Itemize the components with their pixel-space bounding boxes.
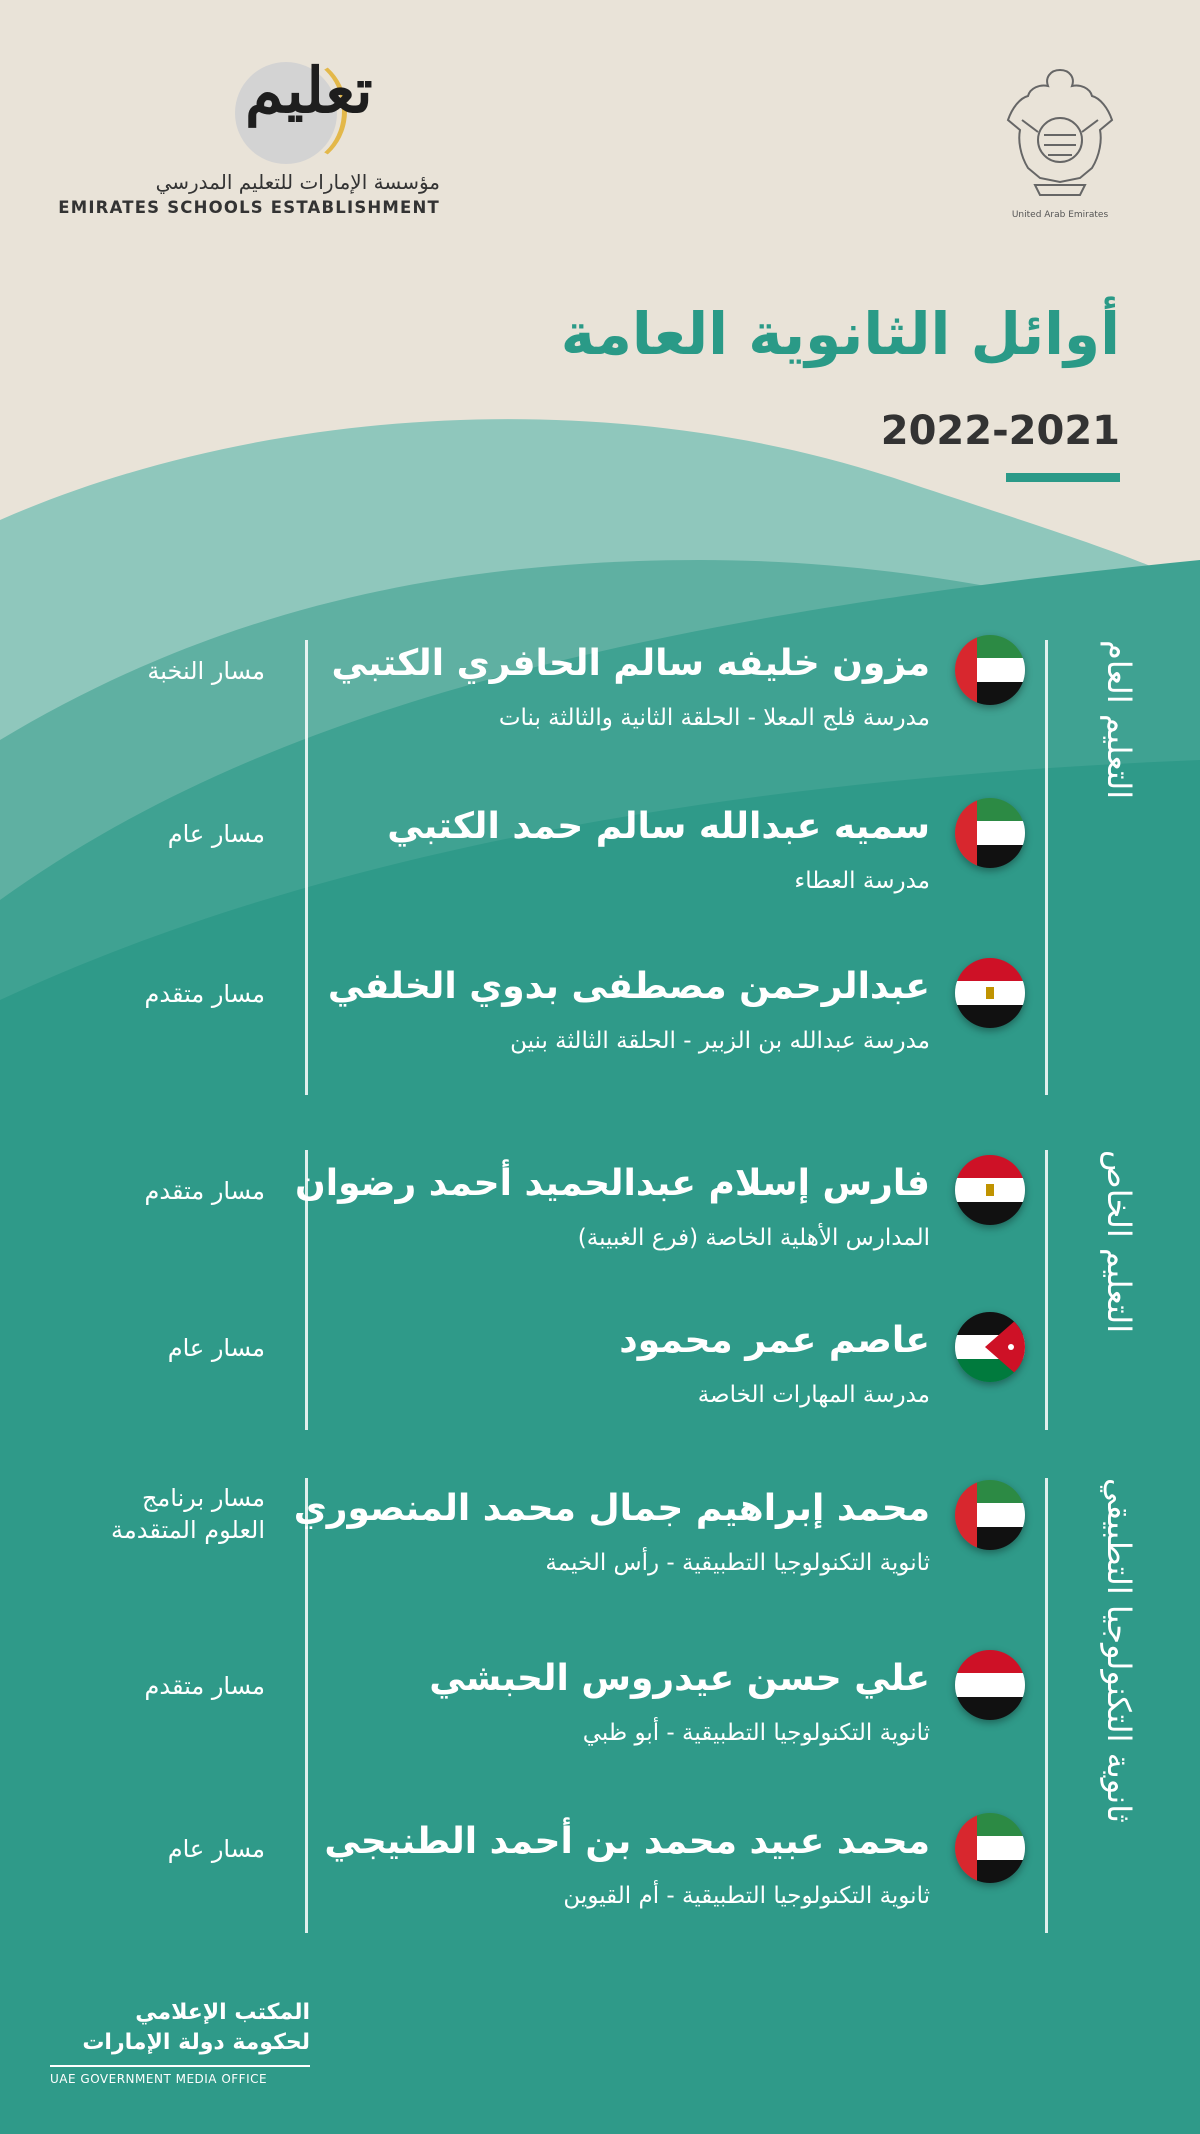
student-name: سميه عبدالله سالم حمد الكتبي — [387, 806, 930, 847]
student-row — [0, 1480, 1200, 1630]
student-name: فارس إسلام عبدالحميد أحمد رضوان — [295, 1163, 930, 1204]
student-row — [0, 958, 1200, 1108]
uae-flag-icon — [955, 1813, 1025, 1883]
student-school: ثانوية التكنولوجيا التطبيقية - أم القيوين — [563, 1883, 930, 1909]
media-office-arabic-line2: لحكومة دولة الإمارات — [82, 2030, 310, 2055]
student-row — [0, 1155, 1200, 1305]
student-row — [0, 635, 1200, 785]
student-school: مدرسة المهارات الخاصة — [697, 1382, 930, 1408]
page-title: أوائل الثانوية العامة — [560, 300, 1120, 368]
student-name: عبدالرحمن مصطفى بدوي الخلفي — [327, 966, 930, 1007]
section-label-general: التعليم العام — [1100, 640, 1138, 800]
student-track: مسار عام — [167, 1835, 265, 1863]
student-name: مزون خليفه سالم الحافري الكتبي — [331, 643, 930, 684]
uae-emblem-icon — [1000, 60, 1120, 220]
student-school: مدرسة فلج المعلا - الحلقة الثانية والثالثة بنات — [498, 705, 930, 731]
uae-media-office-logo — [50, 2000, 310, 2100]
student-name: محمد عبيد محمد بن أحمد الطنيجي — [324, 1821, 930, 1862]
media-office-english: UAE GOVERNMENT MEDIA OFFICE — [50, 2072, 268, 2086]
student-school: مدرسة عبدالله بن الزبير - الحلقة الثالثة بنين — [510, 1028, 930, 1054]
uae-flag-icon — [955, 635, 1025, 705]
student-track: مسار النخبة — [147, 657, 265, 685]
academic-year: 2022-2021 — [880, 408, 1120, 454]
egypt-flag-icon — [955, 1155, 1025, 1225]
student-track: مسار عام — [167, 1334, 265, 1362]
student-school: ثانوية التكنولوجيا التطبيقية - أبو ظبي — [582, 1720, 930, 1746]
student-track: مسار متقدم — [144, 980, 265, 1008]
uae-flag-icon — [955, 1480, 1025, 1550]
student-school: المدارس الأهلية الخاصة (فرع الغبيبة) — [577, 1225, 930, 1251]
student-row — [0, 1650, 1200, 1800]
title-underline — [1006, 473, 1120, 482]
student-name: محمد إبراهيم جمال محمد المنصوري — [293, 1488, 930, 1529]
student-row — [0, 798, 1200, 948]
ese-logo — [50, 40, 440, 230]
student-track-line2: العلوم المتقدمة — [111, 1516, 265, 1544]
student-row — [0, 1813, 1200, 1963]
student-name: علي حسن عيدروس الحبشي — [429, 1658, 930, 1699]
section-label-applied-tech: ثانوية التكنولوجيا التطبيقي — [1100, 1478, 1138, 1823]
uae-caption: United Arab Emirates — [1011, 210, 1109, 220]
section-label-private: التعليم الخاص — [1100, 1150, 1138, 1334]
student-school: مدرسة العطاء — [794, 868, 930, 894]
student-school: ثانوية التكنولوجيا التطبيقية - رأس الخيمة — [545, 1550, 930, 1576]
ese-name-arabic: مؤسسة الإمارات للتعليم المدرسي — [155, 170, 440, 194]
student-name: عاصم عمر محمود — [619, 1320, 930, 1361]
taleem-logo-word: تعليم — [245, 54, 373, 127]
student-track: مسار عام — [167, 820, 265, 848]
egypt-flag-icon — [955, 958, 1025, 1028]
student-row — [0, 1312, 1200, 1462]
media-office-divider — [50, 2065, 310, 2067]
uae-flag-icon — [955, 798, 1025, 868]
taleem-logo-mark — [185, 50, 373, 170]
student-track: مسار متقدم — [144, 1672, 265, 1700]
ese-name-english: EMIRATES SCHOOLS ESTABLISHMENT — [58, 198, 440, 217]
jordan-flag-icon — [955, 1312, 1025, 1382]
student-track-line1: مسار برنامج — [141, 1484, 265, 1512]
media-office-arabic-line1: المكتب الإعلامي — [135, 2000, 310, 2025]
student-track: مسار متقدم — [144, 1177, 265, 1205]
yemen-flag-icon — [955, 1650, 1025, 1720]
